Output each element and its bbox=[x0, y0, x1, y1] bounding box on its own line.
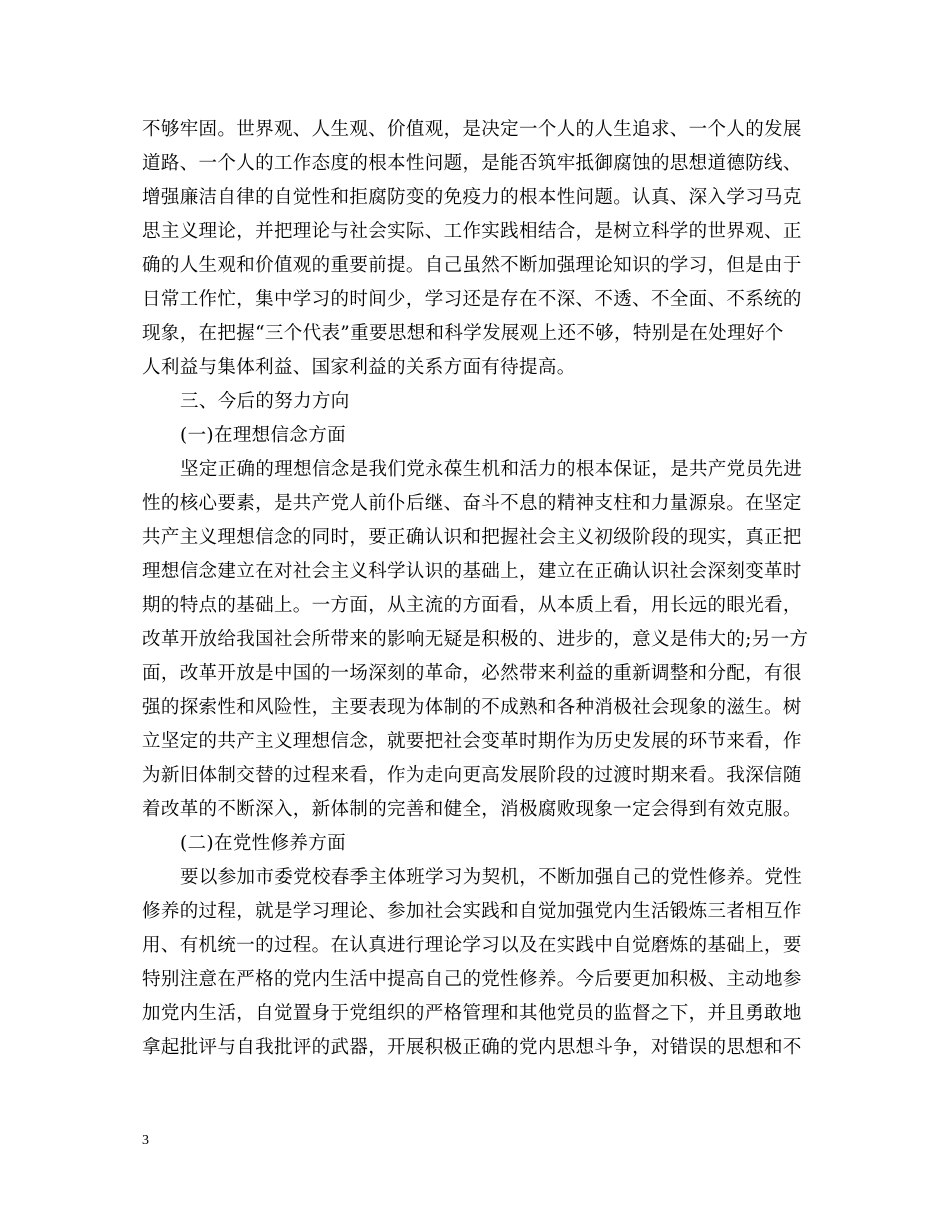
text-line: 思主义理论，并把理论与社会实际、工作实践相结合，是树立科学的世界观、正 bbox=[142, 221, 802, 242]
text-line: 现象，在把握“三个代表”重要思想和科学发展观上还不够，特别是在处理好个 bbox=[142, 323, 784, 344]
text-line: 人利益与集体利益、国家利益的关系方面有待提高。 bbox=[142, 357, 576, 378]
text-line: 共产主义理想信念的同时，要正确认识和把握社会主义初级阶段的现实，真正把 bbox=[142, 527, 802, 548]
text-line: 修养的过程，就是学习理论、参加社会实践和自觉加强党内生活锻炼三者相互作 bbox=[142, 901, 802, 922]
section-heading: 三、今后的努力方向 bbox=[180, 391, 350, 412]
text-line: 确的人生观和价值观的重要前提。自己虽然不断加强理论知识的学习，但是由于 bbox=[142, 255, 802, 276]
text-line: 为新旧体制交替的过程来看，作为走向更高发展阶段的过渡时期来看。我深信随 bbox=[142, 765, 802, 786]
text-line: 立坚定的共产主义理想信念，就要把社会变革时期作为历史发展的环节来看，作 bbox=[142, 731, 802, 752]
text-line: 期的特点的基础上。一方面，从主流的方面看，从本质上看，用长远的眼光看， bbox=[142, 595, 802, 616]
text-line: 性的核心要素，是共产党人前仆后继、奋斗不息的精神支柱和力量源泉。在坚定 bbox=[142, 493, 802, 514]
text-line: 加党内生活，自觉置身于党组织的严格管理和其他党员的监督之下，并且勇敢地 bbox=[142, 1003, 802, 1024]
paragraph-first-line: 要以参加市委党校春季主体班学习为契机，不断加强自己的党性修养。党性 bbox=[180, 867, 803, 888]
paragraph-first-line: 坚定正确的理想信念是我们党永葆生机和活力的根本保证，是共产党员先进 bbox=[180, 459, 803, 480]
subsection-heading: (一)在理想信念方面 bbox=[180, 425, 346, 446]
text-line: 着改革的不断深入，新体制的完善和健全，消极腐败现象一定会得到有效克服。 bbox=[142, 799, 802, 820]
text-line: 增强廉洁自律的自觉性和拒腐防变的免疫力的根本性问题。认真、深入学习马克 bbox=[142, 187, 802, 208]
page-number: 3 bbox=[142, 1133, 149, 1148]
text-line: 面，改革开放是中国的一场深刻的革命，必然带来利益的重新调整和分配，有很 bbox=[142, 663, 802, 684]
text-line: 用、有机统一的过程。在认真进行理论学习以及在实践中自觉磨炼的基础上，要 bbox=[142, 935, 802, 956]
text-line: 特别注意在严格的党内生活中提高自己的党性修养。今后要更加积极、主动地参 bbox=[142, 969, 802, 990]
text-line: 理想信念建立在对社会主义科学认识的基础上，建立在正确认识社会深刻变革时 bbox=[142, 561, 802, 582]
text-line: 日常工作忙，集中学习的时间少，学习还是存在不深、不透、不全面、不系统的 bbox=[142, 289, 802, 310]
text-line: 强的探索性和风险性，主要表现为体制的不成熟和各种消极社会现象的滋生。树 bbox=[142, 697, 802, 718]
text-line: 改革开放给我国社会所带来的影响无疑是积极的、进步的，意义是伟大的;另一方 bbox=[142, 629, 809, 650]
text-line: 拿起批评与自我批评的武器，开展积极正确的党内思想斗争，对错误的思想和不 bbox=[142, 1037, 802, 1058]
text-line: 道路、一个人的工作态度的根本性问题，是能否筑牢抵御腐蚀的思想道德防线、 bbox=[142, 153, 802, 174]
subsection-heading: (二)在党性修养方面 bbox=[180, 833, 346, 854]
text-line: 不够牢固。世界观、人生观、价值观，是决定一个人的人生追求、一个人的发展 bbox=[142, 119, 802, 140]
